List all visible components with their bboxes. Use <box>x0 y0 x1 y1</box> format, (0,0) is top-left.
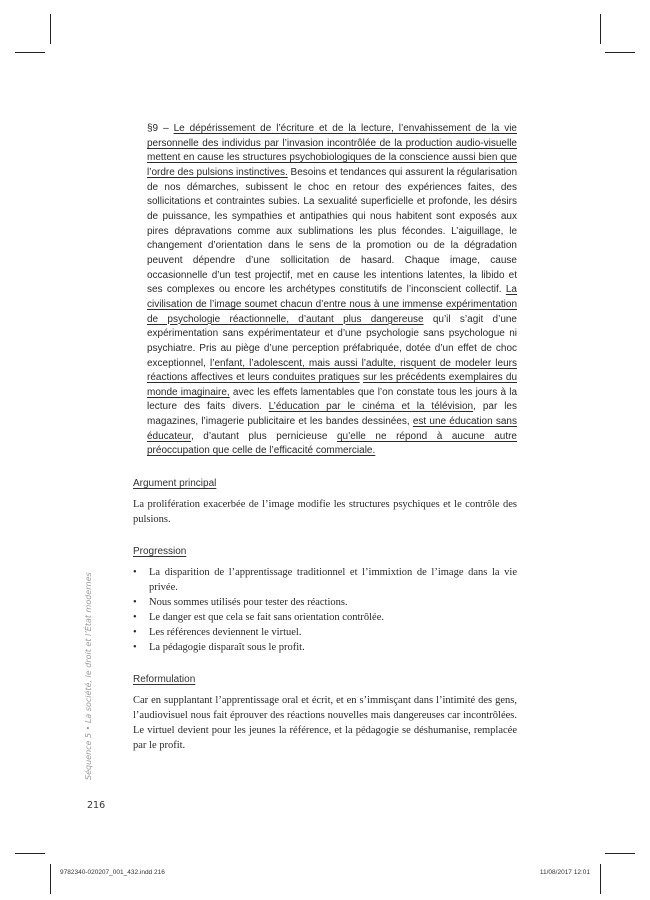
page-number: 216 <box>87 800 106 811</box>
list-item: • Le danger est que cela se fait sans orientation contrôlée. <box>149 610 517 625</box>
underlined-passage: La civilisation de l’image soumet chacun d’entre nous à une immense expérimentation de psychologie réactionnelle, d’autant plus dangereuse <box>147 284 517 325</box>
list-item: • La pédagogie disparaît sous le profit. <box>149 640 517 655</box>
list-item: • Nous sommes utilisés pour tester des réactions. <box>149 595 517 610</box>
list-item: • La disparition de l’apprentissage traditionnel et l’immixtion de l’image dans la vie privée. <box>149 565 517 595</box>
underlined-passage: Le dépérissement de l’écriture et de la lecture, l’envahissement de la vie personnelle des individus par l’invasion incontrôlée de la production audio-visuelle mettent en cause les structures psychobiologiques de la conscience aussi bien que l’ordre des pulsions instinctives. <box>147 123 517 178</box>
text-segment: Besoins et tendances qui assurent la régularisation de nos démarches, subissent le choc en retour des expériences faites, des sollicitations et contraintes subies. La sexualité superficielle et profonde, les désirs de puissance, les sympathies et antipathies qui nous habitent sont exposés aux pires dépravations comme aux sublimations les plus fécondes. L’aiguillage, le changement d’orientation dans le sens de la promotion ou de la dégradation peuvent dépendre d’une sollicitation de hasard. Chaque image, cause occasionnelle d’un test projectif, met en cause les intentions latentes, la libido et ses complexes ou encore les archétypes constitutifs de l’inconscient collectif. <box>147 166 518 296</box>
running-head: Séquence 5 • La société, le droit et l’État modernes <box>84 572 93 780</box>
section-heading: Argument principal <box>133 478 217 490</box>
crop-mark <box>605 853 635 854</box>
text-column <box>133 122 517 753</box>
section-progression <box>133 545 517 655</box>
quoted-paragraph <box>147 122 517 459</box>
underlined-passage: l’enfant, l’adolescent, mais aussi l’adulte, risquent de modeler leurs réactions affectives et leurs conduites pratiques <box>147 357 517 384</box>
underlined-passage: sur les précédents exemplaires du monde imaginaire, <box>147 372 517 398</box>
crop-mark <box>600 14 601 44</box>
section-heading: Reformulation <box>133 674 196 686</box>
crop-mark <box>600 864 601 894</box>
text-segment: §9 – <box>147 123 174 134</box>
crop-mark <box>50 864 51 894</box>
section-argument <box>133 477 517 527</box>
bullet-list <box>133 565 517 655</box>
crop-mark <box>50 14 51 44</box>
underlined-passage: est une éducation sans éducateur <box>147 416 517 442</box>
text-segment: qu’il s’agit d’une expérimentation sans expérimentateur et d’une psychologie sans psychologue ni psychiatre. Pris au piège d’une perception préfabriquée, dotée d’un effet de choc exceptionnel, <box>147 313 517 369</box>
section-text: Car en supplantant l’apprentissage oral et écrit, et en s’immisçant dans l’intimité des gens, l’audiovisuel nous fait éprouver des réactions nouvelles mais dangereuses car incontrôlées. Le virtuel devient pour les jeunes la référence, et la pédagogie se déshumanise, remplacée par le profit. <box>133 695 517 752</box>
underlined-passage: L’éducation par le cinéma et la télévision <box>268 401 474 413</box>
section-text: La prolifération exacerbée de l’image modifie les structures psychiques et le contrôle des pulsions. <box>133 499 517 526</box>
slug-date: 11/08/2017 12:01 <box>539 869 590 876</box>
underlined-passage: qu’elle ne répond à aucune autre préoccupation que celle de l’efficacité commerciale. <box>147 430 517 457</box>
slug-file: 9782340-020207_001_432.indd 216 <box>60 869 165 876</box>
text-segment: , par les magazines, l’imagerie publicitaire et les bandes dessinées, <box>147 401 517 428</box>
text-segment: avec les effets lamentables que l’on constate tous les jours à la lecture des faits divers. <box>147 386 518 413</box>
section-reformulation <box>133 673 517 753</box>
list-item: • Les références deviennent le virtuel. <box>149 625 517 640</box>
crop-mark <box>605 52 635 53</box>
crop-mark <box>15 52 45 53</box>
crop-mark <box>15 853 45 854</box>
section-heading: Progression <box>133 546 187 558</box>
text-segment: , d’autant plus pernicieuse <box>190 430 337 442</box>
